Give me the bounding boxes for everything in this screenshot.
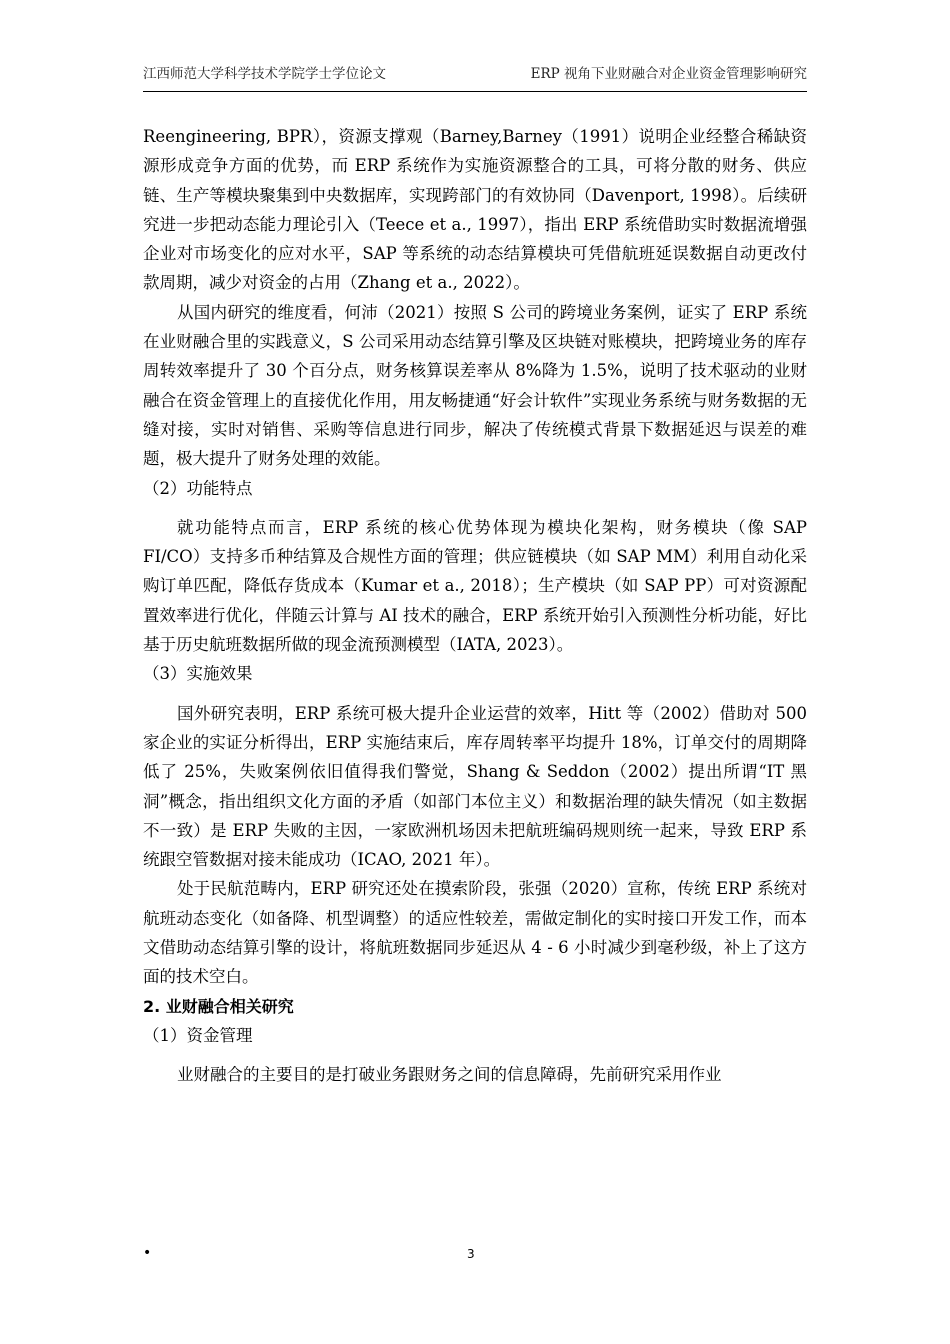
header-left: 江西师范大学科学技术学院学士学位论文 xyxy=(143,66,386,82)
page-number: 3 xyxy=(467,1247,475,1261)
subheading: （2）功能特点 xyxy=(143,478,253,498)
subheading: （1）资金管理 xyxy=(143,1025,253,1045)
paragraph: 处于民航范畴内，ERP 研究还处在摸索阶段，张强（2020）宣称，传统 ERP 系统对航班动态变化（如备降、机型调整）的适应性较差，需做定制化的实时接口开发工作，而本文借助动态结算引擎的设计，将航班数据同步延迟从 4 - 6 小时减少到毫秒级，补上了这方面的技术空白。 xyxy=(143,879,807,987)
page-header xyxy=(143,64,807,84)
body-text xyxy=(143,122,807,1090)
header-right: ERP 视角下业财融合对企业资金管理影响研究 xyxy=(530,66,807,82)
subheading: （3）实施效果 xyxy=(143,664,253,684)
paragraph: 国外研究表明，ERP 系统可极大提升企业运营的效率，Hitt 等（2002）借助对 500 家企业的实证分析得出，ERP 实施结束后，库存周转率平均提升 18%，订单交付的周期降低了 25%，失败案例依旧值得我们警觉，Shang & Seddon（2002）提出所谓“IT 黑洞”概念，指出组织文化方面的矛盾（如部门本位主义）和数据治理的缺失情况（如主数据不一致）是 ERP 失败的主因，一家欧洲机场因未把航班编码规则统一起来，导致 ERP 系统跟空管数据对接未能成功（ICAO, 2021 年）。 xyxy=(143,703,807,870)
paragraph: 就功能特点而言，ERP 系统的核心优势体现为模块化架构，财务模块（像 SAP FI/CO）支持多币种结算及合规性方面的管理；供应链模块（如 SAP MM）利用自动化采购订单匹配，降低存货成本（Kumar et a., 2018）；生产模块（如 SAP PP）可对资源配置效率进行优化，伴随云计算与 AI 技术的融合，ERP 系统开始引入预测性分析功能，好比基于历史航班数据所做的现金流预测模型（IATA, 2023）。 xyxy=(143,517,807,655)
section-heading: 2. 业财融合相关研究 xyxy=(143,996,294,1016)
footer-bullet: • xyxy=(143,1245,152,1261)
paragraph: Reengineering, BPR），资源支撑观（Barney,Barney（1991）说明企业经整合稀缺资源形成竞争方面的优势，而 ERP 系统作为实施资源整合的工具，可将分散的财务、供应链、生产等模块聚集到中央数据库，实现跨部门的有效协同（Davenport, 1998）。后续研究进一步把动态能力理论引入（Teece et a., 1997），指出 ERP 系统借助实时数据流增强企业对市场变化的应对水平，SAP 等系统的动态结算模块可凭借航班延误数据自动更改付款周期，减少对资金的占用（Zhang et a., 2022）。 xyxy=(143,127,807,293)
page-footer xyxy=(143,1245,807,1269)
paragraph: 业财融合的主要目的是打破业务跟财务之间的信息障碍，先前研究采用作业 xyxy=(177,1065,722,1085)
header-rule xyxy=(143,91,807,92)
paragraph: 从国内研究的维度看，何沛（2021）按照 S 公司的跨境业务案例，证实了 ERP 系统在业财融合里的实践意义，S 公司采用动态结算引擎及区块链对账模块，把跨境业务的库存周转效率提升了 30 个百分点，财务核算误差率从 8%降为 1.5%，说明了技术驱动的业财融合在资金管理上的直接优化作用，用友畅捷通“好会计软件”实现业务系统与财务数据的无缝对接，实时对销售、采购等信息进行同步，解决了传统模式背景下数据延迟与误差的难题，极大提升了财务处理的效能。 xyxy=(143,302,807,469)
